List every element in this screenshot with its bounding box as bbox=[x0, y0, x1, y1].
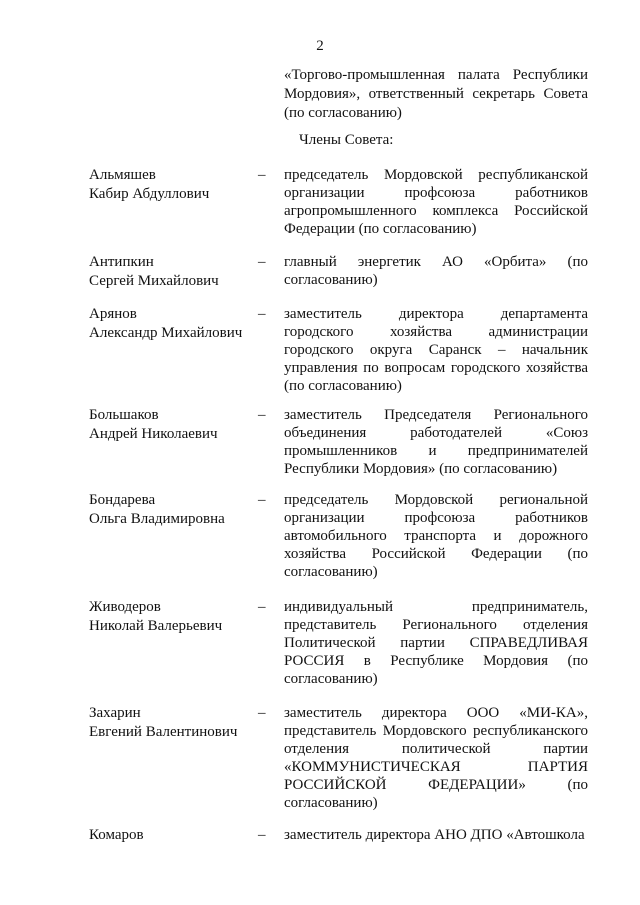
member-name bbox=[89, 305, 259, 343]
member-name bbox=[89, 598, 259, 636]
member-name bbox=[89, 491, 259, 529]
member-dash: – bbox=[258, 254, 266, 270]
member-role: заместитель директора АНО ДПО «Автошкола bbox=[284, 827, 585, 843]
member-given-name: Александр Михайлович bbox=[89, 325, 243, 341]
member-role: заместитель директора ООО «МИ-КА», представитель Мордовского республиканского отделения политической партии «КОММУНИСТИЧЕСКАЯ ПАРТИЯ РОССИЙСКОЙ ФЕДЕРАЦИИ» (по согласованию) bbox=[284, 705, 588, 811]
member-dash: – bbox=[258, 167, 266, 183]
member-name bbox=[89, 826, 259, 845]
member-surname: Большаков bbox=[89, 407, 159, 423]
member-given-name: Сергей Михайлович bbox=[89, 273, 219, 289]
member-dash: – bbox=[258, 705, 266, 721]
member-given-name: Андрей Николаевич bbox=[89, 426, 218, 442]
member-name bbox=[89, 166, 259, 204]
member-surname: Бондарева bbox=[89, 492, 156, 508]
member-surname: Захарин bbox=[89, 705, 141, 721]
members-heading: Члены Совета: bbox=[299, 132, 394, 148]
member-name bbox=[89, 406, 259, 444]
member-dash: – bbox=[258, 492, 266, 508]
member-surname: Антипкин bbox=[89, 254, 154, 270]
member-name bbox=[89, 253, 259, 291]
member-given-name: Ольга Владимировна bbox=[89, 511, 225, 527]
member-given-name: Николай Валерьевич bbox=[89, 618, 223, 634]
member-dash: – bbox=[258, 407, 266, 423]
page-number: 2 bbox=[316, 38, 324, 54]
member-dash: – bbox=[258, 306, 266, 322]
member-role: главный энергетик АО «Орбита» (по согласованию) bbox=[284, 254, 588, 288]
intro-paragraph: «Торгово-промышленная палата Республики Мордовия», ответственный секретарь Совета (по согласованию) bbox=[284, 67, 588, 121]
member-surname: Альмяшев bbox=[89, 167, 156, 183]
member-role: заместитель Председателя Регионального объединения работодателей «Союз промышленников и предпринимателей Республики Мордовия» (по согласованию) bbox=[284, 407, 588, 477]
member-surname: Арянов bbox=[89, 306, 137, 322]
member-surname: Живодеров bbox=[89, 599, 161, 615]
member-given-name: Кабир Абдуллович bbox=[89, 186, 210, 202]
member-dash: – bbox=[258, 599, 266, 615]
member-dash: – bbox=[258, 827, 266, 843]
member-name bbox=[89, 704, 259, 742]
member-role: председатель Мордовской региональной организации профсоюза работников автомобильного транспорта и дорожного хозяйства Российской Федерации (по согласованию) bbox=[284, 492, 588, 580]
member-role: председатель Мордовской республиканской организации профсоюза работников агропромышленного комплекса Российской Федерации (по согласованию) bbox=[284, 167, 588, 237]
member-role: заместитель директора департамента городского хозяйства администрации городского округа Саранск – начальник управления по вопросам городского хозяйства (по согласованию) bbox=[284, 306, 588, 394]
member-role: индивидуальный предприниматель, представитель Регионального отделения Политической партии СПРАВЕДЛИВАЯ РОССИЯ в Республике Мордовия (по согласованию) bbox=[284, 599, 588, 687]
member-given-name: Евгений Валентинович bbox=[89, 724, 238, 740]
member-surname: Комаров bbox=[89, 827, 144, 843]
